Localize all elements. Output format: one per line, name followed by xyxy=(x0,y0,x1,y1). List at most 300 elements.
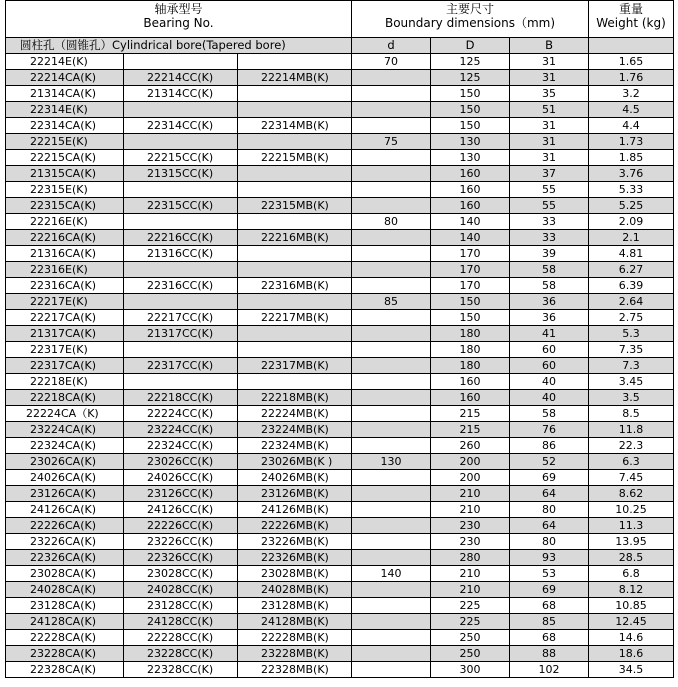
width-b-cell: 68 xyxy=(510,630,589,646)
table-row xyxy=(6,278,674,294)
outer-diameter-cell: 125 xyxy=(431,54,510,70)
model-ca-cell: 24026CA(K) xyxy=(6,470,124,486)
table-row xyxy=(6,646,674,662)
model-ca-cell: 22215E(K) xyxy=(6,134,124,150)
model-cc-cell: 22226CC(K) xyxy=(124,518,238,534)
weight-cell: 7.45 xyxy=(589,470,674,486)
weight-cell: 6.8 xyxy=(589,566,674,582)
model-ca-cell: 23128CA(K) xyxy=(6,598,124,614)
table-row xyxy=(6,134,674,150)
model-cc-cell: 22224CC(K) xyxy=(124,406,238,422)
weight-cell: 4.4 xyxy=(589,118,674,134)
width-b-cell: 69 xyxy=(510,470,589,486)
width-b-cell: 76 xyxy=(510,422,589,438)
weight-cell: 18.6 xyxy=(589,646,674,662)
model-cc-cell: 23228CC(K) xyxy=(124,646,238,662)
model-ca-cell: 22316CA(K) xyxy=(6,278,124,294)
weight-cell: 28.5 xyxy=(589,550,674,566)
outer-diameter-cell: 130 xyxy=(431,134,510,150)
table-row xyxy=(6,486,674,502)
model-mb-cell xyxy=(238,262,352,278)
bore-d-cell xyxy=(352,182,431,198)
model-ca-cell: 22317CA(K) xyxy=(6,358,124,374)
model-cc-cell: 21317CC(K) xyxy=(124,326,238,342)
outer-diameter-cell: 250 xyxy=(431,646,510,662)
model-cc-cell xyxy=(124,54,238,70)
outer-diameter-cell: 150 xyxy=(431,310,510,326)
model-cc-cell: 24126CC(K) xyxy=(124,502,238,518)
model-mb-cell xyxy=(238,182,352,198)
bore-d-cell xyxy=(352,230,431,246)
model-cc-cell: 23128CC(K) xyxy=(124,598,238,614)
model-mb-cell: 24128MB(K) xyxy=(238,614,352,630)
model-cc-cell: 22214CC(K) xyxy=(124,70,238,86)
model-mb-cell xyxy=(238,102,352,118)
width-b-cell: 51 xyxy=(510,102,589,118)
width-b-cell: 102 xyxy=(510,662,589,678)
table-row xyxy=(6,294,674,310)
table-row xyxy=(6,614,674,630)
model-cc-cell xyxy=(124,294,238,310)
model-mb-cell: 22315MB(K) xyxy=(238,198,352,214)
model-mb-cell: 22215MB(K) xyxy=(238,150,352,166)
bore-d-cell xyxy=(352,342,431,358)
weight-cell: 1.85 xyxy=(589,150,674,166)
width-b-cell: 80 xyxy=(510,502,589,518)
model-mb-cell: 22218MB(K) xyxy=(238,390,352,406)
outer-diameter-cell: 130 xyxy=(431,150,510,166)
outer-diameter-cell: 200 xyxy=(431,470,510,486)
model-mb-cell: 24026MB(K) xyxy=(238,470,352,486)
outer-diameter-cell: 210 xyxy=(431,502,510,518)
model-ca-cell: 23026CA(K) xyxy=(6,454,124,470)
width-b-cell: 52 xyxy=(510,454,589,470)
table-row xyxy=(6,342,674,358)
outer-diameter-cell: 210 xyxy=(431,486,510,502)
width-b-cell: 36 xyxy=(510,310,589,326)
bore-d-cell xyxy=(352,662,431,678)
width-b-cell: 58 xyxy=(510,278,589,294)
model-cc-cell: 21316CC(K) xyxy=(124,246,238,262)
bore-d-cell xyxy=(352,390,431,406)
bore-d-cell xyxy=(352,614,431,630)
bore-d-cell: 130 xyxy=(352,454,431,470)
model-ca-cell: 22217E(K) xyxy=(6,294,124,310)
width-b-cell: 36 xyxy=(510,294,589,310)
table-row xyxy=(6,374,674,390)
model-ca-cell: 22315E(K) xyxy=(6,182,124,198)
bore-d-cell xyxy=(352,278,431,294)
outer-diameter-cell: 160 xyxy=(431,198,510,214)
table-row xyxy=(6,502,674,518)
model-mb-cell: 22328MB(K) xyxy=(238,662,352,678)
model-mb-cell xyxy=(238,294,352,310)
model-cc-cell: 23126CC(K) xyxy=(124,486,238,502)
width-b-cell: 53 xyxy=(510,566,589,582)
weight-cell: 4.81 xyxy=(589,246,674,262)
table-row xyxy=(6,214,674,230)
bore-d-cell xyxy=(352,582,431,598)
model-cc-cell: 22315CC(K) xyxy=(124,198,238,214)
weight-cell: 6.3 xyxy=(589,454,674,470)
model-mb-cell: 24126MB(K) xyxy=(238,502,352,518)
outer-diameter-cell: 160 xyxy=(431,182,510,198)
model-ca-cell: 24128CA(K) xyxy=(6,614,124,630)
table-row xyxy=(6,262,674,278)
outer-diameter-cell: 200 xyxy=(431,454,510,470)
width-b-cell: 33 xyxy=(510,214,589,230)
model-ca-cell: 21314CA(K) xyxy=(6,86,124,102)
bore-d-cell xyxy=(352,646,431,662)
table-row xyxy=(6,102,674,118)
model-ca-cell: 22217CA(K) xyxy=(6,310,124,326)
bore-d-cell xyxy=(352,470,431,486)
width-b-cell: 55 xyxy=(510,182,589,198)
weight-cell: 10.25 xyxy=(589,502,674,518)
model-cc-cell: 23028CC(K) xyxy=(124,566,238,582)
bore-d-cell: 75 xyxy=(352,134,431,150)
model-cc-cell xyxy=(124,262,238,278)
weight-cell: 8.62 xyxy=(589,486,674,502)
width-b-cell: 41 xyxy=(510,326,589,342)
weight-header xyxy=(589,1,674,38)
width-b-cell: 31 xyxy=(510,118,589,134)
weight-cell: 11.8 xyxy=(589,422,674,438)
weight-cell: 1.65 xyxy=(589,54,674,70)
table-row xyxy=(6,566,674,582)
model-cc-cell: 21314CC(K) xyxy=(124,86,238,102)
width-b-cell: 68 xyxy=(510,598,589,614)
width-b-cell: 31 xyxy=(510,150,589,166)
weight-cell: 13.95 xyxy=(589,534,674,550)
table-row xyxy=(6,534,674,550)
model-mb-cell: 23126MB(K) xyxy=(238,486,352,502)
weight-en: Weight (kg) xyxy=(596,16,666,30)
weight-cell: 2.64 xyxy=(589,294,674,310)
width-b-cell: 31 xyxy=(510,134,589,150)
model-ca-cell: 22317E(K) xyxy=(6,342,124,358)
width-b-cell: 33 xyxy=(510,230,589,246)
bore-type-label: 圆柱孔（圆锥孔）Cylindrical bore(Tapered bore) xyxy=(6,38,352,54)
bore-d-cell xyxy=(352,598,431,614)
model-ca-cell: 23224CA(K) xyxy=(6,422,124,438)
width-b-cell: 31 xyxy=(510,70,589,86)
weight-cell: 10.85 xyxy=(589,598,674,614)
model-ca-cell: 22315CA(K) xyxy=(6,198,124,214)
table-row xyxy=(6,198,674,214)
table-row xyxy=(6,422,674,438)
model-cc-cell: 24026CC(K) xyxy=(124,470,238,486)
table-row xyxy=(6,438,674,454)
outer-diameter-cell: 150 xyxy=(431,118,510,134)
model-mb-cell: 23128MB(K) xyxy=(238,598,352,614)
bore-d-cell xyxy=(352,374,431,390)
bore-d-cell xyxy=(352,438,431,454)
width-b-cell: 86 xyxy=(510,438,589,454)
outer-diameter-cell: 215 xyxy=(431,406,510,422)
outer-diameter-cell: 180 xyxy=(431,326,510,342)
model-ca-cell: 22228CA(K) xyxy=(6,630,124,646)
table-row xyxy=(6,390,674,406)
model-ca-cell: 21315CA(K) xyxy=(6,166,124,182)
table-row xyxy=(6,518,674,534)
b-column-header: B xyxy=(510,38,589,54)
model-mb-cell xyxy=(238,134,352,150)
bearing-table xyxy=(5,0,674,678)
weight-cell: 34.5 xyxy=(589,662,674,678)
outer-diameter-cell: 225 xyxy=(431,598,510,614)
model-cc-cell xyxy=(124,374,238,390)
weight-cell: 5.33 xyxy=(589,182,674,198)
model-mb-cell: 23226MB(K) xyxy=(238,534,352,550)
bore-d-cell: 80 xyxy=(352,214,431,230)
model-mb-cell: 23224MB(K) xyxy=(238,422,352,438)
weight-cell: 8.12 xyxy=(589,582,674,598)
model-mb-cell: 22314MB(K) xyxy=(238,118,352,134)
model-ca-cell: 22215CA(K) xyxy=(6,150,124,166)
bore-d-cell xyxy=(352,358,431,374)
model-cc-cell: 22324CC(K) xyxy=(124,438,238,454)
model-ca-cell: 22214E(K) xyxy=(6,54,124,70)
model-cc-cell: 22316CC(K) xyxy=(124,278,238,294)
model-ca-cell: 22326CA(K) xyxy=(6,550,124,566)
model-mb-cell xyxy=(238,342,352,358)
model-mb-cell: 22326MB(K) xyxy=(238,550,352,566)
model-ca-cell: 22216CA(K) xyxy=(6,230,124,246)
width-b-cell: 64 xyxy=(510,518,589,534)
boundary-dimensions-cn: 主要尺寸 xyxy=(446,2,495,16)
bore-d-cell: 70 xyxy=(352,54,431,70)
model-mb-cell: 23228MB(K) xyxy=(238,646,352,662)
bearing-spec-sheet xyxy=(5,0,673,678)
bearing-no-header xyxy=(6,1,352,38)
model-cc-cell: 21315CC(K) xyxy=(124,166,238,182)
bore-d-cell xyxy=(352,262,431,278)
outer-diameter-cell: 160 xyxy=(431,390,510,406)
bore-d-cell: 140 xyxy=(352,566,431,582)
d-column-header: d xyxy=(352,38,431,54)
table-row xyxy=(6,454,674,470)
model-ca-cell: 22214CA(K) xyxy=(6,70,124,86)
weight-cell: 2.1 xyxy=(589,230,674,246)
table-row xyxy=(6,406,674,422)
model-cc-cell: 22317CC(K) xyxy=(124,358,238,374)
outer-diameter-cell: 170 xyxy=(431,262,510,278)
weight-cell: 5.25 xyxy=(589,198,674,214)
table-row xyxy=(6,310,674,326)
bore-d-cell xyxy=(352,630,431,646)
model-ca-cell: 21317CA(K) xyxy=(6,326,124,342)
outer-diameter-cell: 215 xyxy=(431,422,510,438)
table-row xyxy=(6,54,674,70)
outer-diameter-cell: 180 xyxy=(431,342,510,358)
bore-d-cell xyxy=(352,198,431,214)
bore-d-cell xyxy=(352,550,431,566)
model-ca-cell: 22224CA（K) xyxy=(6,406,124,422)
width-b-cell: 88 xyxy=(510,646,589,662)
weight-cn: 重量 xyxy=(619,2,644,16)
model-mb-cell: 22228MB(K) xyxy=(238,630,352,646)
bore-d-cell xyxy=(352,86,431,102)
model-cc-cell: 22215CC(K) xyxy=(124,150,238,166)
bore-d-cell xyxy=(352,118,431,134)
model-ca-cell: 23126CA(K) xyxy=(6,486,124,502)
table-row xyxy=(6,358,674,374)
table-row xyxy=(6,230,674,246)
model-ca-cell: 22316E(K) xyxy=(6,262,124,278)
model-cc-cell: 23026CC(K) xyxy=(124,454,238,470)
model-cc-cell: 22314CC(K) xyxy=(124,118,238,134)
bore-d-cell xyxy=(352,406,431,422)
table-row xyxy=(6,662,674,678)
model-mb-cell xyxy=(238,86,352,102)
outer-diameter-cell: 160 xyxy=(431,374,510,390)
outer-diameter-cell: 125 xyxy=(431,70,510,86)
model-cc-cell xyxy=(124,102,238,118)
model-mb-cell xyxy=(238,214,352,230)
bore-d-cell xyxy=(352,486,431,502)
width-b-cell: 35 xyxy=(510,86,589,102)
outer-d-column-header: D xyxy=(431,38,510,54)
table-row xyxy=(6,326,674,342)
width-b-cell: 31 xyxy=(510,54,589,70)
model-ca-cell: 22314CA(K) xyxy=(6,118,124,134)
model-mb-cell: 22217MB(K) xyxy=(238,310,352,326)
model-mb-cell: 23026MB(K ) xyxy=(238,454,352,470)
outer-diameter-cell: 140 xyxy=(431,214,510,230)
model-ca-cell: 22226CA(K) xyxy=(6,518,124,534)
width-b-cell: 69 xyxy=(510,582,589,598)
model-ca-cell: 22328CA(K) xyxy=(6,662,124,678)
model-ca-cell: 22314E(K) xyxy=(6,102,124,118)
outer-diameter-cell: 225 xyxy=(431,614,510,630)
weight-cell: 1.76 xyxy=(589,70,674,86)
weight-cell: 3.2 xyxy=(589,86,674,102)
bearing-no-cn: 轴承型号 xyxy=(154,2,203,16)
table-row xyxy=(6,118,674,134)
model-ca-cell: 23228CA(K) xyxy=(6,646,124,662)
model-cc-cell: 23224CC(K) xyxy=(124,422,238,438)
model-mb-cell: 22324MB(K) xyxy=(238,438,352,454)
outer-diameter-cell: 250 xyxy=(431,630,510,646)
bore-d-cell xyxy=(352,518,431,534)
model-mb-cell: 22317MB(K) xyxy=(238,358,352,374)
width-b-cell: 85 xyxy=(510,614,589,630)
bore-d-cell xyxy=(352,102,431,118)
weight-cell: 2.75 xyxy=(589,310,674,326)
table-row xyxy=(6,150,674,166)
width-b-cell: 39 xyxy=(510,246,589,262)
width-b-cell: 93 xyxy=(510,550,589,566)
bore-d-cell xyxy=(352,166,431,182)
weight-cell: 11.3 xyxy=(589,518,674,534)
weight-cell: 7.35 xyxy=(589,342,674,358)
table-row xyxy=(6,550,674,566)
bore-d-cell xyxy=(352,246,431,262)
model-ca-cell: 23028CA(K) xyxy=(6,566,124,582)
model-mb-cell: 22316MB(K) xyxy=(238,278,352,294)
table-row xyxy=(6,582,674,598)
model-ca-cell: 22324CA(K) xyxy=(6,438,124,454)
model-cc-cell: 22326CC(K) xyxy=(124,550,238,566)
header-row xyxy=(6,1,674,38)
bore-d-cell xyxy=(352,150,431,166)
model-cc-cell: 22216CC(K) xyxy=(124,230,238,246)
bore-d-cell xyxy=(352,502,431,518)
weight-cell: 14.6 xyxy=(589,630,674,646)
outer-diameter-cell: 210 xyxy=(431,566,510,582)
table-row xyxy=(6,470,674,486)
model-ca-cell: 22216E(K) xyxy=(6,214,124,230)
weight-cell: 22.3 xyxy=(589,438,674,454)
table-row xyxy=(6,166,674,182)
table-row xyxy=(6,86,674,102)
model-ca-cell: 22218E(K) xyxy=(6,374,124,390)
model-mb-cell xyxy=(238,326,352,342)
weight-cell: 12.45 xyxy=(589,614,674,630)
subheader-row xyxy=(6,38,674,54)
outer-diameter-cell: 300 xyxy=(431,662,510,678)
outer-diameter-cell: 170 xyxy=(431,278,510,294)
model-cc-cell xyxy=(124,134,238,150)
model-mb-cell xyxy=(238,166,352,182)
table-row xyxy=(6,70,674,86)
weight-column-header-blank xyxy=(589,38,674,54)
table-row xyxy=(6,630,674,646)
weight-cell: 1.73 xyxy=(589,134,674,150)
weight-cell: 6.39 xyxy=(589,278,674,294)
model-mb-cell: 22216MB(K) xyxy=(238,230,352,246)
width-b-cell: 60 xyxy=(510,358,589,374)
width-b-cell: 58 xyxy=(510,406,589,422)
outer-diameter-cell: 260 xyxy=(431,438,510,454)
weight-cell: 3.45 xyxy=(589,374,674,390)
model-ca-cell: 24126CA(K) xyxy=(6,502,124,518)
model-mb-cell xyxy=(238,54,352,70)
model-mb-cell xyxy=(238,246,352,262)
model-mb-cell: 23028MB(K) xyxy=(238,566,352,582)
outer-diameter-cell: 230 xyxy=(431,534,510,550)
outer-diameter-cell: 160 xyxy=(431,166,510,182)
model-cc-cell: 22228CC(K) xyxy=(124,630,238,646)
width-b-cell: 55 xyxy=(510,198,589,214)
outer-diameter-cell: 150 xyxy=(431,86,510,102)
weight-cell: 7.3 xyxy=(589,358,674,374)
model-cc-cell xyxy=(124,342,238,358)
model-mb-cell: 22214MB(K) xyxy=(238,70,352,86)
model-ca-cell: 23226CA(K) xyxy=(6,534,124,550)
width-b-cell: 64 xyxy=(510,486,589,502)
outer-diameter-cell: 150 xyxy=(431,294,510,310)
bore-d-cell: 85 xyxy=(352,294,431,310)
model-ca-cell: 21316CA(K) xyxy=(6,246,124,262)
boundary-dimensions-header xyxy=(352,1,589,38)
model-cc-cell: 24128CC(K) xyxy=(124,614,238,630)
weight-cell: 8.5 xyxy=(589,406,674,422)
table-row xyxy=(6,246,674,262)
model-mb-cell: 22224MB(K) xyxy=(238,406,352,422)
weight-cell: 4.5 xyxy=(589,102,674,118)
model-cc-cell xyxy=(124,182,238,198)
bore-d-cell xyxy=(352,326,431,342)
bearing-no-en: Bearing No. xyxy=(143,16,214,30)
model-cc-cell: 22218CC(K) xyxy=(124,390,238,406)
width-b-cell: 60 xyxy=(510,342,589,358)
model-cc-cell: 24028CC(K) xyxy=(124,582,238,598)
width-b-cell: 40 xyxy=(510,390,589,406)
width-b-cell: 40 xyxy=(510,374,589,390)
bore-d-cell xyxy=(352,422,431,438)
